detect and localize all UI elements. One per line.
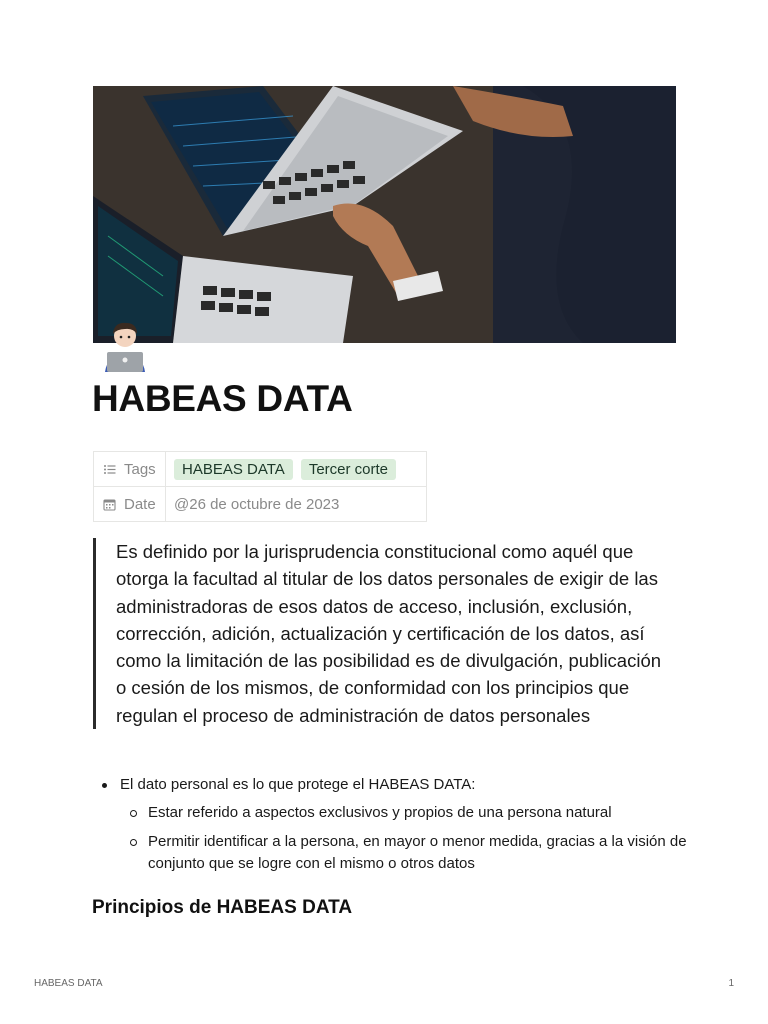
bullet-list — [100, 774, 690, 882]
definition-quote: Es definido por la jurisprudencia constitucional como aquél que otorga la facultad al titular de los datos personales de exigir de las administradoras de esos datos de acceso, inclusión, exclusión, corrección, adición, actualización y certificación de los datos, así como la limitación de las posibilidad es de divulgación, publicación o cesión de los mismos, de conformidad con los principios que regulan el proceso de administración de datos personales — [93, 538, 663, 729]
date-property-key[interactable] — [94, 487, 166, 521]
bullet-text: El dato personal es lo que protege el HABEAS DATA: — [120, 776, 476, 793]
date-label: Date — [124, 495, 156, 513]
section-heading: Principios de HABEAS DATA — [92, 897, 353, 918]
tags-value[interactable] — [166, 452, 396, 486]
sub-list-item: Estar referido a aspectos exclusivos y propios de una persona natural — [120, 802, 690, 824]
properties-table — [93, 451, 427, 522]
tags-property-row — [94, 452, 426, 487]
page-number: 1 — [728, 978, 734, 989]
page-title: HABEAS DATA — [92, 378, 353, 419]
list-item — [100, 774, 690, 875]
calendar-icon — [103, 498, 116, 511]
tags-label: Tags — [124, 460, 156, 478]
footer-title: HABEAS DATA — [34, 978, 103, 989]
date-value[interactable] — [166, 487, 339, 521]
date-text: @26 de octubre de 2023 — [174, 495, 340, 513]
tags-property-key[interactable] — [94, 452, 166, 486]
laptops-photo — [93, 86, 676, 343]
sub-list-item: Permitir identificar a la persona, en mayor o menor medida, gracias a la visión de conjunto que se logre con el mismo o otros datos — [120, 831, 690, 875]
tag-chip[interactable]: HABEAS DATA — [174, 459, 293, 480]
cover-image — [93, 86, 676, 343]
sub-list — [120, 802, 690, 875]
date-property-row — [94, 487, 426, 521]
list-icon — [103, 463, 116, 476]
person-laptop-icon — [99, 318, 151, 372]
tag-chip[interactable]: Tercer corte — [301, 459, 396, 480]
